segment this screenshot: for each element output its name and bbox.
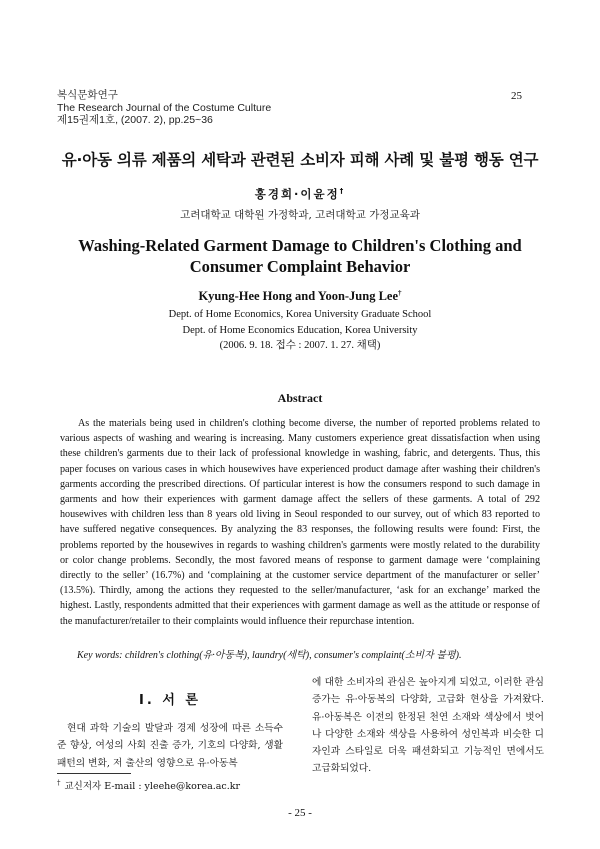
footnote — [57, 778, 240, 792]
affiliation-english-line1: Dept. of Home Economics, Korea University Graduate School — [168, 309, 432, 320]
authors-english — [0, 289, 600, 304]
authors-korean — [0, 186, 600, 202]
keywords: Key words: children's clothing(유·아동복), laundry(세탁), consumer's complaint(소비자 불평). — [77, 650, 462, 661]
affiliation-english — [0, 307, 600, 354]
title-english-line1: Washing-Related Garment Damage to Children's Clothing and — [78, 236, 522, 255]
authors-korean-names: 홍경희·이윤정 — [254, 187, 340, 201]
title-english-line2: Consumer Complaint Behavior — [189, 257, 411, 276]
section-heading-introduction: Ⅰ. 서 론 — [139, 693, 201, 708]
body-column-right — [312, 674, 544, 778]
authors-english-names: Kyung-Hee Hong and Yoon-Jung Lee — [198, 289, 399, 303]
footnote-mark: † — [57, 779, 61, 787]
affiliation-english-line2: Dept. of Home Economics Education, Korea University — [182, 324, 418, 336]
abstract-heading: Abstract — [277, 391, 323, 405]
journal-name-en: The Research Journal of the Costume Culture — [57, 101, 272, 114]
corresponding-mark-ko: † — [339, 187, 346, 195]
title-korean: 유·아동 의류 제품의 세탁과 관련된 소비자 피해 사례 및 불평 행동 연구 — [61, 151, 539, 169]
journal-header — [57, 89, 271, 127]
page-number-bottom: - 25 - — [288, 807, 312, 819]
journal-volume: 제15권제1호, (2007. 2), pp.25~36 — [57, 114, 213, 126]
corresponding-mark-en: † — [398, 289, 402, 297]
journal-name-ko: 복식문화연구 — [57, 89, 118, 101]
body-column-left — [57, 673, 283, 772]
received-accepted-dates: (2006. 9. 18. 접수 : 2007. 1. 27. 채택) — [219, 340, 381, 351]
title-english — [0, 235, 600, 277]
footnote-divider — [57, 773, 131, 774]
body-paragraph-right: 에 대한 소비자의 관심은 높아지게 되었고, 이러한 관심 증가는 유·아동복의 다양화, 고급화 현상을 가져왔다. 유·아동복은 이전의 한정된 천연 소재와 색상에서 벗어나 다양한 소재와 색상을 사용하여 성인복과 비슷한 디자인과 스타일로 더욱 패션화되고 기능적인 면에서도 고급화되었다. — [312, 677, 544, 775]
body-paragraph-left: 현대 과학 기술의 발달과 경제 성장에 따른 소득수준 향상, 여성의 사회 진출 증가, 기호의 다양화, 생활 패턴의 변화, 저 출산의 영향으로 유·아동복 — [57, 723, 283, 769]
affiliation-korean: 고려대학교 대학원 가정학과, 고려대학교 가정교육과 — [180, 209, 420, 221]
footnote-text: 교신저자 E-mail : yleehe@korea.ac.kr — [64, 781, 241, 792]
abstract-body: As the materials being used in children's clothing become diverse, the number of reported problems related to various aspects of washing and wearing is increasing. Many customers experience great dissatisfaction when using these children's garments due to their lack of professional knowledge in washing, fabric, and detergents. Thus, this paper focuses on various cases in which housewives have experienced product damage after washing their children's garments according the prescribed directions. Of particular interest is how the consumers respond to such damage in garments and how their experiences with garment damage affect the sellers of these garments. A total of 292 housewives with children less than 8 years old living in Seoul responded to our survey, out of which 83 reported to have suffered negative consequences. By analyzing the 83 responses, the following results were found: First, the problems reported by the housewives in regards to washing children's garments were mostly related to the durability or color change problems. Secondly, the most favored means of response to garment damage were ‘complaining directly to the seller’ (16.7%) and ‘complaining at the customer service department of the manufacturer or seller’ (13.5%). Thirdly, among the actions they requested to the seller/manufacturer, ‘ask for an exchange’ marked the highest. Lastly, respondents admitted that their experiences with garment damage as well as the attitude or response of the manufacturer/retailer to their complaints would influence their repurchase intention. — [60, 418, 540, 627]
page-number-top: 25 — [511, 90, 522, 102]
